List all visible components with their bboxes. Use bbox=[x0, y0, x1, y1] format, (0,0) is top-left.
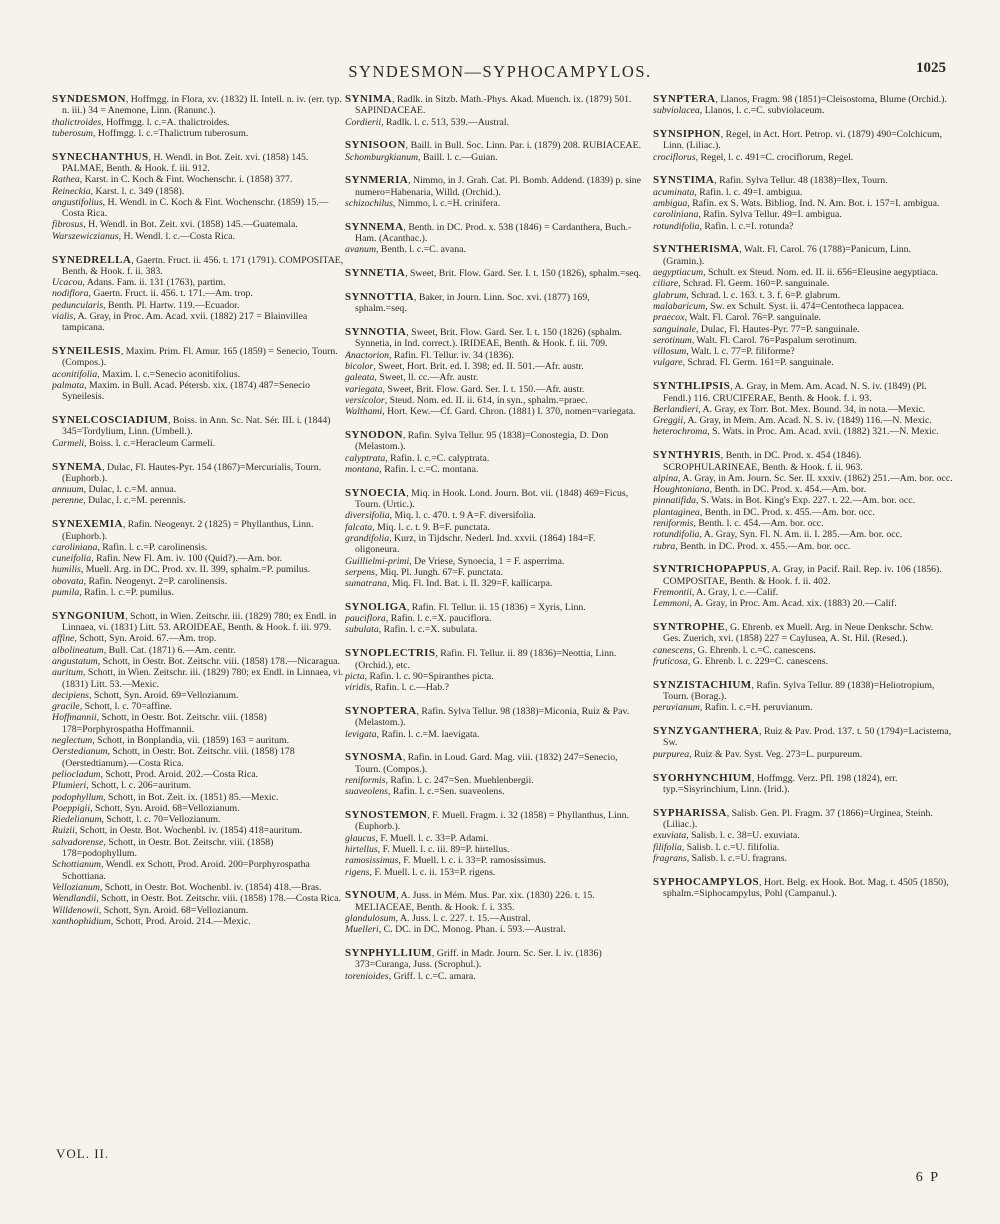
species-line: avanum, Benth. l. c.=C. avana. bbox=[345, 244, 466, 256]
species-line: Carmeli, Boiss. l. c.=Heracleum Carmeli. bbox=[52, 437, 216, 449]
genus-heading-line: SYNOSTEMON, F. Muell. Fragm. i. 32 (1858) = Phyllanthus, Linn. (Euphorb.). bbox=[345, 809, 630, 833]
species-line: versicolor, Steud. Nom. ed. II. ii. 614, in syn., sphalm.=praec. bbox=[345, 394, 588, 406]
species-line: sumatrana, Miq. Fl. Ind. Bat. i. II. 329=F. kallicarpa. bbox=[345, 578, 553, 590]
species-line: rotundifolia, Rafin. l. c.=I. rotunda? bbox=[653, 220, 794, 232]
species-line: Walthami, Hort. Kew.—Cf. Gard. Chron. (1881) I. 370, nomen=variegata. bbox=[345, 406, 636, 418]
genus-heading-line: SYNZISTACHIUM, Rafin. Sylva Tellur. 89 (1838)=Heliotropium, Tourn. (Borag.). bbox=[653, 678, 935, 703]
species-line: tuberosum, Hoffmgg. l. c.=Thalictrum tuberosum. bbox=[52, 127, 249, 139]
species-line: subulata, Rafin. l. c.=X. subulata. bbox=[345, 624, 478, 636]
species-line: levigata, Rafin. l. c.=M. laevigata. bbox=[345, 728, 480, 740]
genus-heading-line: SYNTRICHOPAPPUS, A. Gray, in Pacif. Rail. Rep. iv. 106 (1856). COMPOSITAE, Benth. & Hook. f. ii. 402. bbox=[653, 563, 942, 587]
genus-entry bbox=[345, 175, 642, 209]
genus-heading-line: SYNTHYRIS, Benth. in DC. Prod. x. 454 (1846). SCROPHULARINEAE, Benth. & Hook. f. ii. 963. bbox=[653, 449, 863, 473]
species-line: vulgare, Schrad. Fl. Germ. 161=P. sanguinale. bbox=[653, 357, 834, 369]
species-line: pauciflora, Rafin. l. c.=X. pauciflora. bbox=[345, 613, 492, 625]
species-line: xanthophidium, Schott, Prod. Aroid. 214.—Mexic. bbox=[52, 915, 251, 927]
genus-entry bbox=[345, 140, 642, 163]
species-line: rotundifolia, A. Gray, Syn. Fl. N. Am. ii. I. 285.—Am. bor. occ. bbox=[653, 529, 903, 541]
genus-entry bbox=[345, 948, 642, 982]
genus-entry bbox=[345, 890, 642, 935]
species-line: affine, Schott, Syn. Aroid. 67.—Am. trop. bbox=[52, 633, 217, 645]
species-line: auritum, Schott, in Wien. Zeitschr. iii. (1829) 780; ex Endl. in Linnaea, vi. (1831) Litt. 53.—Mexic. bbox=[52, 667, 344, 690]
genus-entry bbox=[653, 726, 953, 760]
volume-label: VOL. II. bbox=[56, 1146, 110, 1161]
species-line: Schottianum, Wendl. ex Schott, Prod. Aroid. 200=Porphyrospatha Schottiana. bbox=[52, 859, 310, 882]
genus-entry bbox=[52, 255, 348, 334]
genus-heading-line: SYNSIPHON, Regel, in Act. Hort. Petrop. vi. (1879) 490=Colchicum, Linn. (Liliac.). bbox=[653, 128, 943, 152]
species-line: filifolia, Salisb. l. c.=U. filifolia. bbox=[653, 841, 780, 853]
running-head: SYNDESMON—SYPHOCAMPYLOS. bbox=[348, 62, 652, 81]
species-line: caroliniana, Rafin. l. c.=P. carolinensis. bbox=[52, 541, 208, 553]
genus-entry bbox=[653, 808, 953, 864]
species-line: decipiens, Schott, Syn. Aroid. 69=Vellozianum. bbox=[52, 689, 239, 701]
species-line: sanguinale, Dulac, Fl. Hautes-Pyr. 77=P. sanguinale. bbox=[653, 323, 860, 335]
genus-heading-line: SYNPHYLLIUM, Griff. in Madr. Journ. Sc. Ser. I. iv. (1836) 373=Curanga, Juss. (Scrophul.). bbox=[345, 947, 602, 971]
species-line: Lemmoni, A. Gray, in Proc. Am. Acad. xix. (1883) 20.—Calif. bbox=[653, 598, 897, 610]
species-line: aegyptiacum, Schult. ex Steud. Nom. ed. II. ii. 656=Eleusine aegyptiaca. bbox=[653, 267, 938, 279]
genus-heading-line: SYNEILESIS, Maxim. Prim. Fl. Amur. 165 (1859) = Senecio, Tourn. (Compos.). bbox=[52, 345, 338, 369]
species-line: praecox, Walt. Fl. Carol. 76=P. sanguinale. bbox=[653, 312, 822, 324]
species-line: calyptrata, Rafin. l. c.=C. calyptrata. bbox=[345, 452, 490, 464]
genus-heading-line: SYNTROPHE, G. Ehrenb. ex Muell. Arg. in Neue Denkschr. Schw. Ges. Zuerich, xvi. (1858) 227 = Caylusea, A. St. Hil. (Resed.). bbox=[653, 621, 934, 645]
species-line: Cordierii, Radlk. l. c. 513, 539.—Austral. bbox=[345, 116, 509, 128]
species-line: aconitifolia, Maxim. l. c.=Senecio aconitifolius. bbox=[52, 368, 241, 380]
species-line: Berlandieri, A. Gray, ex Torr. Bot. Mex. Bound. 34, in nota.—Mexic. bbox=[653, 403, 926, 415]
species-line: vialis, A. Gray, in Proc. Am. Acad. xvii. (1882) 217 = Blainvillea tampicana. bbox=[52, 311, 308, 334]
genus-entry bbox=[653, 773, 953, 796]
species-line: serotinum, Walt. Fl. Carol. 76=Paspalum serotinum. bbox=[653, 334, 857, 346]
species-line: nodiflora, Gaertn. Fruct. ii. 456. t. 171.—Am. trop. bbox=[52, 288, 253, 300]
genus-heading-line: SYNTHERISMA, Walt. Fl. Carol. 76 (1788)=Panicum, Linn. (Gramin.). bbox=[653, 243, 911, 267]
species-line: viridis, Rafin. l. c.—Hab.? bbox=[345, 682, 449, 694]
genus-heading-line: SYNISOON, Baill. in Bull. Soc. Linn. Par. i. (1879) 208. RUBIACEAE. bbox=[345, 139, 642, 152]
species-line: Rathea, Karst. in C. Koch & Fint. Wochenschr. i. (1858) 377. bbox=[52, 174, 293, 186]
genus-entry bbox=[52, 462, 348, 507]
genus-heading-line: SYPHOCAMPYLOS, Hort. Belg. ex Hook. Bot. Mag. t. 4505 (1850), sphalm.=Siphocampylus, Pohl (Campanul.). bbox=[653, 875, 949, 899]
genus-heading-line: SYNOLIGA, Rafin. Fl. Tellur. ii. 15 (1836) = Xyris, Linn. bbox=[345, 600, 586, 613]
genus-heading-line: SYNZYGANTHERA, Ruiz & Pav. Prod. 137. t. 50 (1794)=Lacistema, Sw. bbox=[653, 725, 952, 749]
genus-entry bbox=[345, 810, 642, 878]
genus-heading-line: SYNOECIA, Miq. in Hook. Lond. Journ. Bot. vii. (1848) 469=Ficus, Tourn. (Urtic.). bbox=[345, 486, 629, 511]
species-line: ciliare, Schrad. Fl. Germ. 160=P. sanguinale. bbox=[653, 278, 830, 290]
genus-heading-line: SYORHYNCHIUM, Hoffmgg. Verz. Pfl. 198 (1824), err. typ.=Sisyrinchium, Linn. (Irid.). bbox=[653, 771, 898, 795]
genus-heading-line: SYPHARISSA, Salisb. Gen. Pl. Fragm. 37 (1866)=Urginea, Steinh. (Liliac.). bbox=[653, 806, 933, 830]
species-line: ambigua, Rafin. ex S. Wats. Bibliog. Ind. N. Am. Bot. i. 157=I. ambigua. bbox=[653, 198, 940, 210]
species-line: montana, Rafin. l. c.=C. montana. bbox=[345, 463, 479, 475]
species-line: purpurea, Ruiz & Pav. Syst. Veg. 273=L. purpureum. bbox=[653, 748, 863, 760]
species-line: villosum, Walt. l. c. 77=P. filiforme? bbox=[653, 346, 795, 358]
species-line: Schomburgkianum, Baill. l. c.—Guian. bbox=[345, 151, 498, 163]
genus-heading-line: SYNODON, Rafin. Sylva Tellur. 95 (1838)=Conostegia, D. Don (Melastom.). bbox=[345, 429, 609, 453]
genus-entry bbox=[653, 175, 953, 231]
genus-heading-line: SYNIMA, Radlk. in Sitzb. Math.-Phys. Akad. Muench. ix. (1879) 501. SAPINDACEAE. bbox=[345, 94, 632, 117]
species-line: alpina, A. Gray, in Am. Journ. Sc. Ser. II. xxxiv. (1862) 251.—Am. bor. occ. bbox=[653, 472, 953, 484]
species-line: Riedelianum, Schott, l. c. 70=Vellozianum. bbox=[52, 814, 221, 826]
species-line: peliocladum, Schott, Prod. Aroid. 202.—Costa Rica. bbox=[52, 768, 259, 780]
species-line: Muelleri, C. DC. in DC. Monog. Phan. i. 593.—Austral. bbox=[345, 924, 566, 936]
species-line: Houghtoniana, Benth. in DC. Prod. x. 454.—Am. bor. bbox=[653, 484, 867, 496]
genus-heading-line: SYNNOTTIA, Baker, in Journ. Linn. Soc. xvi. (1877) 169, sphalm.=seq. bbox=[345, 291, 590, 315]
species-line: albolineatum, Bull. Cat. (1871) 6.—Am. centr. bbox=[52, 644, 236, 656]
species-line: Warszewiczianus, H. Wendl. l. c.—Costa Rica. bbox=[52, 230, 235, 242]
species-line: acuminata, Rafin. l. c. 49=I. ambigua. bbox=[653, 186, 803, 198]
genus-entry bbox=[52, 611, 348, 927]
species-line: picta, Rafin. l. c. 90=Spiranthes picta. bbox=[345, 670, 494, 682]
genus-entry bbox=[653, 94, 953, 117]
species-line: Wendlandii, Schott, in Oestr. Bot. Zeitschr. viii. (1858) 178.—Costa Rica. bbox=[52, 893, 341, 905]
page-number: 1025 bbox=[916, 60, 946, 76]
species-line: exuviata, Salisb. l. c. 38=U. exuviata. bbox=[653, 830, 800, 842]
column-right bbox=[653, 94, 953, 1174]
species-line: torenioides, Griff. l. c.=C. amara. bbox=[345, 970, 476, 982]
species-line: schizochilus, Nimmo, l. c.=H. crinifera. bbox=[345, 198, 501, 210]
species-line: humilis, Muell. Arg. in DC. Prod. xv. II. 399, sphalm.=P. pumilus. bbox=[52, 564, 311, 576]
species-line: Fremontii, A. Gray, l. c.—Calif. bbox=[653, 586, 779, 598]
species-line: canescens, G. Ehrenb. l. c.=C. canescens. bbox=[653, 644, 816, 656]
species-line: Plumieri, Schott, l. c. 206=auritum. bbox=[52, 780, 192, 792]
genus-heading-line: SYNGONIUM, Schott, in Wien. Zeitschr. iii. (1829) 780; ex Endl. in Linnaea, vi. (1831) Litt. 53. AROIDEAE, Benth. & Hook. f. iii. 979. bbox=[52, 609, 337, 634]
genus-entry bbox=[345, 488, 642, 590]
species-line: fruticosa, G. Ehrenb. l. c. 229=C. canescens. bbox=[653, 655, 829, 667]
genus-heading-line: SYNNOTIA, Sweet, Brit. Flow. Gard. Ser. I. t. 150 (1826) (sphalm. Synnetia, in Ind. correct.). IRIDEAE, Benth. & Hook. f. iii. 709. bbox=[345, 326, 622, 350]
genus-heading-line: SYNOUM, A. Juss. in Mém. Mus. Par. xix. (1830) 226. t. 15. MELIACEAE, Benth. & Hook. f. i. 335. bbox=[345, 889, 595, 913]
species-line: Vellozianum, Schott, in Oestr. Bot. Wochenbl. iv. (1854) 418.—Bras. bbox=[52, 881, 322, 893]
genus-heading-line: SYNOPLECTRIS, Rafin. Fl. Tellur. ii. 89 (1836)=Neottia, Linn. (Orchid.), etc. bbox=[345, 647, 617, 671]
species-line: Oerstedianum, Schott, in Oestr. Bot. Zeitschr. viii. (1858) 178 (Oerstedtianum).—Costa Rica. bbox=[52, 746, 295, 769]
genus-heading-line: SYNECHANTHUS, H. Wendl. in Bot. Zeit. xvi. (1858) 145. PALMAE, Benth. & Hook. f. iii. 912. bbox=[52, 150, 309, 174]
genus-heading-line: SYNNETIA, Sweet, Brit. Flow. Gard. Ser. I. t. 150 (1826), sphalm.=seq. bbox=[345, 267, 641, 280]
species-line: angustifolius, H. Wendl. in C. Koch & Fint. Wochenschr. (1859) 15.—Costa Rica. bbox=[52, 196, 329, 220]
species-line: malabaricum, Sw. ex Schult. Syst. ii. 474=Centotheca lappacea. bbox=[653, 300, 905, 312]
species-line: perenne, Dulac, l. c.=M. perennis. bbox=[52, 495, 186, 507]
genus-entry bbox=[345, 430, 642, 475]
species-line: cuneifolia, Rafin. New Fl. Am. iv. 100 (Quid?).—Am. bor. bbox=[52, 553, 283, 565]
genus-heading-line: SYNOSMA, Rafin. in Loud. Gard. Mag. viii. (1832) 247=Senecio, Tourn. (Compos.). bbox=[345, 751, 618, 775]
genus-entry bbox=[52, 415, 348, 449]
genus-heading-line: SYNEMA, Dulac, Fl. Hautes-Pyr. 154 (1867)=Mercurialis, Tourn. (Euphorb.). bbox=[52, 460, 322, 484]
species-line: rubra, Benth. in DC. Prod. x. 455.—Am. bor. occ. bbox=[653, 540, 851, 552]
species-line: glandulosum, A. Juss. l. c. 227. t. 15.—Austral. bbox=[345, 912, 531, 924]
species-line: thalictroides, Hoffmgg. l. c.=A. thalictroides. bbox=[52, 116, 230, 128]
genus-entry bbox=[653, 450, 953, 552]
species-line: bicolor, Sweet, Hort. Brit. ed. I. 398; ed. II. 501.—Afr. austr. bbox=[345, 361, 584, 373]
genus-entry bbox=[345, 752, 642, 797]
species-line: subviolacea, Llanos, l. c.=C. subviolaceum. bbox=[653, 105, 825, 117]
species-line: peruvianum, Rafin. l. c.=H. peruvianum. bbox=[653, 702, 813, 714]
genus-heading-line: SYNTHLIPSIS, A. Gray, in Mem. Am. Acad. N. S. iv. (1849) (Pl. Fendl.) 116. CRUCIFERAE, Benth. & Hook. f. i. 93. bbox=[653, 380, 927, 404]
species-line: plantaginea, Benth. in DC. Prod. x. 455.—Am. bor. occ. bbox=[653, 506, 875, 518]
genus-entry bbox=[345, 602, 642, 636]
genus-heading-line: SYNPTERA, Llanos, Fragm. 98 (1851)=Cleisostoma, Blume (Orchid.). bbox=[653, 94, 947, 105]
genus-heading-line: SYNOPTERA, Rafin. Sylva Tellur. 98 (1838)=Miconia, Ruiz & Pav. (Melastom.). bbox=[345, 704, 630, 729]
genus-heading-line: SYNMERIA, Nimmo, in J. Grah. Cat. Pl. Bomb. Addend. (1839) p. sine numero=Habenaria, Willd. (Orchid.). bbox=[345, 174, 642, 198]
species-line: falcata, Miq. l. c. t. 9. B=F. punctata. bbox=[345, 521, 490, 533]
species-line: Ruizii, Schott, in Oestr. Bot. Wochenbl. iv. (1854) 418=auritum. bbox=[52, 825, 303, 837]
species-line: salvadorense, Schott, in Oestr. Bot. Zeitschr. viii. (1858) 178=podophyllum. bbox=[52, 836, 274, 860]
genus-entry bbox=[653, 381, 953, 437]
species-line: peduncularis, Benth. Pl. Hartw. 119.—Ecuador. bbox=[52, 299, 240, 311]
species-line: podophyllum, Schott, in Bot. Zeit. ix. (1851) 85.—Mexic. bbox=[52, 791, 279, 803]
species-line: palmata, Maxim. in Bull. Acad. Pétersb. xix. (1874) 487=Senecio Syneilesis. bbox=[52, 380, 311, 403]
genus-entry bbox=[52, 152, 348, 242]
species-line: heterochroma, S. Wats. in Proc. Am. Acad. xvii. (1882) 321.—N. Mexic. bbox=[653, 426, 939, 438]
species-line: glaucus, F. Muell. l. c. 33=P. Adami. bbox=[345, 832, 489, 844]
species-line: caroliniana, Rafin. Sylva Tellur. 49=I. ambigua. bbox=[653, 209, 842, 221]
genus-entry bbox=[653, 244, 953, 368]
species-line: Anactorion, Rafin. Fl. Tellur. iv. 34 (1836). bbox=[345, 349, 514, 361]
column-middle bbox=[345, 94, 642, 1174]
species-line: gracile, Schott, l. c. 70=affine. bbox=[52, 701, 172, 713]
species-line: pumila, Rafin. l. c.=P. pumilus. bbox=[52, 586, 175, 598]
species-line: pinnatifida, S. Wats. in Bot. King's Exp. 227. t. 22.—Am. bor. occ. bbox=[653, 495, 916, 507]
species-line: hirtellus, F. Muell. l. c. iii. 89=P. hirtellus. bbox=[345, 843, 510, 855]
species-line: Guillielmi-primi, De Vriese, Synoecia, 1 = F. asperrima. bbox=[345, 555, 565, 567]
genus-entry bbox=[653, 877, 953, 900]
genus-heading-line: SYNEDRELLA, Gaertn. Fruct. ii. 456. t. 171 (1791). COMPOSITAE, Benth. & Hook. f. ii. 383. bbox=[52, 253, 344, 277]
species-line: fragrans, Salisb. l. c.=U. fragrans. bbox=[653, 852, 787, 864]
genus-entry bbox=[52, 94, 348, 139]
genus-heading-line: SYNDESMON, Hoffmgg. in Flora, xv. (1832) II. Intell. n. iv. (err. typ. n. iii.) 34 = Anemone, Linn. (Ranunc.). bbox=[52, 94, 342, 117]
species-line: Hoffmannii, Schott, in Oestr. Bot. Zeitschr. viii. (1858) 178=Porphyrospatha Hoffmannii. bbox=[52, 712, 267, 735]
genus-entry bbox=[653, 564, 953, 609]
species-line: angustatum, Schott, in Oestr. Bot. Zeitschr. viii. (1858) 178.—Nicaragua. bbox=[52, 655, 340, 667]
genus-entry bbox=[52, 519, 348, 598]
genus-heading-line: SYNSTIMA, Rafin. Sylva Tellur. 48 (1838)=Ilex, Tourn. bbox=[653, 174, 888, 187]
signature-mark: 6 P bbox=[915, 1170, 940, 1185]
genus-heading-line: SYNNEMA, Benth. in DC. Prod. x. 538 (1846) = Cardanthera, Buch.-Ham. (Acanthac.). bbox=[345, 220, 632, 245]
genus-entry bbox=[345, 292, 642, 315]
species-line: rigens, F. Muell. l. c. ii. 153=P. rigens. bbox=[345, 866, 496, 878]
species-line: Greggii, A. Gray, in Mem. Am. Acad. N. S. iv. (1849) 116.—N. Mexic. bbox=[653, 415, 932, 427]
species-line: Ucacou, Adans. Fam. ii. 131 (1763), partim. bbox=[52, 277, 226, 289]
species-line: galeata, Sweet, ll. cc.—Afr. austr. bbox=[345, 372, 479, 384]
species-line: Reineckia, Karst. l. c. 349 (1858). bbox=[52, 185, 185, 197]
species-line: serpens, Miq. Pl. Jungh. 67=F. punctata. bbox=[345, 566, 503, 578]
species-line: obovata, Rafin. Neogenyt. 2=P. carolinensis. bbox=[52, 575, 228, 587]
genus-heading-line: SYNELCOSCIADIUM, Boiss. in Ann. Sc. Nat. Sér. III. i. (1844) 345=Tordylium, Linn. (Umbell.). bbox=[52, 414, 331, 438]
genus-entry bbox=[653, 129, 953, 163]
species-line: crociflorus, Regel, l. c. 491=C. crociflorum, Regel. bbox=[653, 151, 854, 163]
genus-entry bbox=[345, 268, 642, 279]
genus-entry bbox=[345, 94, 642, 128]
species-line: annuum, Dulac, l. c.=M. annua. bbox=[52, 484, 177, 496]
species-line: Willdenowii, Schott, Syn. Aroid. 68=Vellozianum. bbox=[52, 904, 249, 916]
species-line: suaveolens, Rafin. l. c.=Sen. suaveolens. bbox=[345, 786, 505, 798]
column-left bbox=[52, 94, 348, 1174]
genus-heading-line: SYNEXEMIA, Rafin. Neogenyt. 2 (1825) = Phyllanthus, Linn. (Euphorb.). bbox=[52, 518, 314, 542]
species-line: grandifolia, Kurz, in Tijdschr. Nederl. Ind. xxvii. (1864) 184=F. oligoneura. bbox=[345, 532, 596, 556]
species-line: ramosissimus, F. Muell. l. c. i. 33=P. ramosissimus. bbox=[345, 855, 546, 867]
genus-entry bbox=[345, 648, 642, 693]
species-line: fibrosus, H. Wendl. in Bot. Zeit. xvi. (1858) 145.—Guatemala. bbox=[52, 219, 298, 231]
genus-entry bbox=[653, 680, 953, 714]
genus-entry bbox=[345, 706, 642, 740]
species-line: diversifolia, Miq. l. c. 470. t. 9 A=F. diversifolia. bbox=[345, 510, 536, 522]
genus-entry bbox=[653, 622, 953, 667]
genus-entry bbox=[345, 222, 642, 256]
species-line: reniformis, Benth. l. c. 454.—Am. bor. occ. bbox=[653, 518, 824, 529]
genus-entry bbox=[345, 327, 642, 417]
genus-entry bbox=[52, 346, 348, 402]
species-line: variegata, Sweet, Brit. Flow. Gard. Ser. I. t. 150.—Afr. austr. bbox=[345, 383, 585, 395]
species-line: Poeppigii, Schott, Syn. Aroid. 68=Vellozianum. bbox=[52, 802, 240, 814]
species-line: glabrum, Schrad. l. c. 163. t. 3. f. 6=P. glabrum. bbox=[653, 289, 841, 301]
species-line: neglectum, Schott, in Bonplandia, vii. (1859) 163 = auritum. bbox=[52, 735, 290, 747]
species-line: reniformis, Rafin. l. c. 247=Sen. Muehlenbergii. bbox=[345, 774, 534, 786]
